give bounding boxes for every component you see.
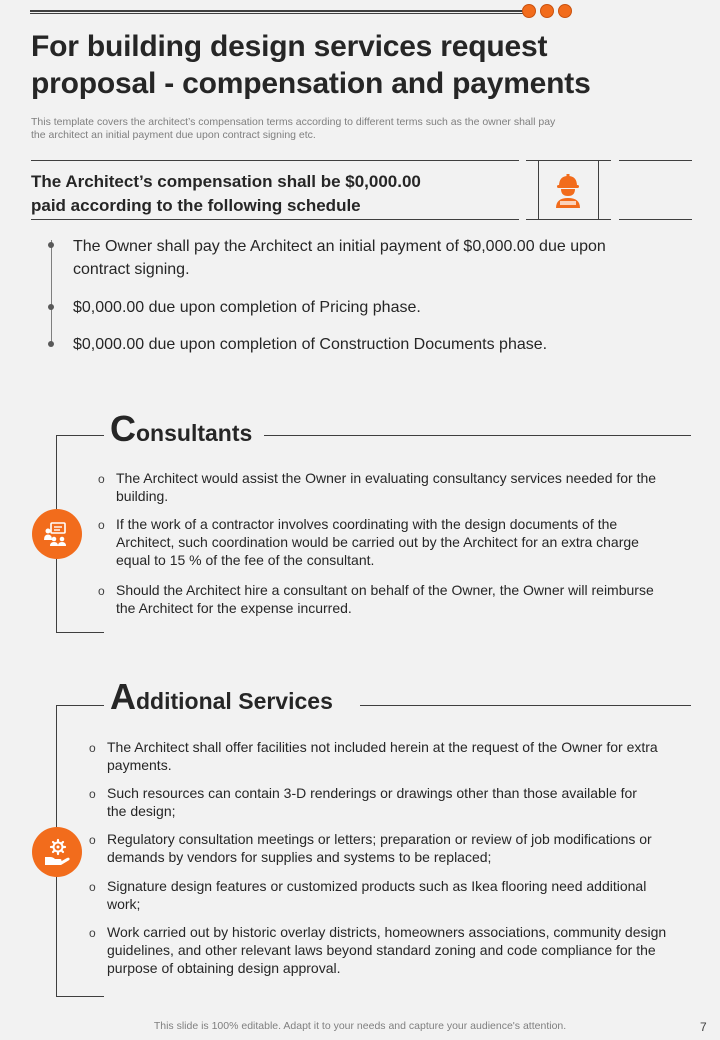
compensation-heading: [31, 170, 511, 218]
consultants-item-text: The Architect would assist the Owner in evaluating consultancy services needed for the building.: [116, 470, 657, 504]
services-title-rule: [360, 705, 691, 706]
consultants-title-initial: C: [110, 408, 136, 449]
decor-dot: [522, 4, 536, 18]
services-item: [89, 830, 679, 866]
comp-bottom-rule: [31, 219, 519, 220]
services-item: [89, 877, 679, 913]
services-bracket-bottom: [56, 996, 104, 997]
services-item-text: Signature design features or customized products such as Ikea flooring need additional work;: [107, 878, 647, 912]
team-presentation-icon: [32, 509, 82, 559]
consultants-item-text: If the work of a contractor involves coordinating with the design documents of the Architect, such coordination would be carried out by the Architect for an extra charge equal to 15 % of the fee of the consultant.: [116, 516, 639, 568]
payment-item: The Owner shall pay the Architect an initial payment of $0,000.00 due upon contract signing.: [73, 238, 606, 278]
bullet-dot: [48, 304, 54, 310]
list-marker: o: [89, 787, 96, 801]
schedule-line: [51, 240, 52, 345]
services-title-initial-a: A: [110, 676, 136, 717]
consultants-bracket-bottom: [56, 632, 104, 633]
right-bottom-rule: [619, 219, 692, 220]
list-marker: o: [89, 926, 96, 940]
decor-dot: [558, 4, 572, 18]
services-item: [89, 738, 679, 774]
decor-dot: [540, 4, 554, 18]
services-title-rest-a: dditional: [136, 688, 239, 714]
page-title-line1: For building design services request: [31, 30, 548, 63]
page-title-line2: proposal - compensation and payments: [31, 67, 591, 100]
consultants-item: [98, 469, 668, 505]
top-decor-line: [30, 10, 523, 12]
hand-gear-icon: [32, 827, 82, 877]
bullet-dot: [48, 242, 54, 248]
compensation-heading-line1: The Architect’s compensation shall be $0,000.00: [31, 172, 421, 191]
services-item-text: Work carried out by historic overlay districts, homeowners associations, community design guidelines, and other relevant laws beyond standard zoning and code compliance for the purpose of obtaining design approval.: [107, 924, 667, 976]
architect-worker-icon: [538, 166, 598, 214]
services-item: [89, 923, 679, 977]
right-top-rule: [619, 160, 692, 161]
top-decor-line-thin: [30, 13, 523, 14]
consultants-title-rule: [264, 435, 691, 436]
list-marker: o: [98, 584, 105, 598]
consultants-item-text: Should the Architect hire a consultant on behalf of the Owner, the Owner will reimburse the Architect for the expense incurred.: [116, 582, 654, 616]
comp-top-rule: [31, 160, 519, 161]
services-title: [110, 676, 333, 718]
services-title-initial-s: S: [238, 688, 254, 714]
list-marker: o: [89, 833, 96, 847]
payment-item: $0,000.00 due upon completion of Pricing phase.: [73, 299, 421, 316]
consultants-item: [98, 581, 668, 617]
footer-note: This slide is 100% editable. Adapt it to your needs and capture your audience's attention.: [153, 1020, 567, 1032]
services-title-rest-s: ervices: [253, 688, 333, 714]
services-item-text: Regulatory consultation meetings or letters; preparation or review of job modifications or demands by vendors for supplies and systems to be replaced;: [107, 831, 652, 865]
list-marker: o: [98, 472, 105, 486]
list-marker: o: [89, 741, 96, 755]
list-marker: o: [89, 880, 96, 894]
payment-item: $0,000.00 due upon completion of Construction Documents phase.: [73, 336, 548, 353]
list-marker: o: [98, 518, 105, 532]
consultants-title-rest: onsultants: [136, 420, 253, 446]
icon-right-rule: [598, 160, 599, 220]
consultants-bracket-top: [56, 435, 104, 436]
compensation-heading-line2: paid according to the following schedule: [31, 196, 361, 215]
services-item-text: Such resources can contain 3-D renderings or drawings other than those available for the design;: [107, 785, 637, 819]
page-subtitle: This template covers the architect’s compensation terms according to different terms such as the owner shall pay the architect an initial payment due upon contract signing etc.: [31, 116, 556, 141]
page-title: [31, 28, 691, 102]
consultants-item: [98, 515, 668, 569]
services-item: [89, 784, 649, 820]
consultants-title: [110, 408, 252, 450]
services-bracket-top: [56, 705, 104, 706]
services-item-text: The Architect shall offer facilities not included herein at the request of the Owner for extra payments.: [107, 739, 658, 773]
bullet-dot: [48, 341, 54, 347]
page-number: 7: [700, 1020, 707, 1034]
